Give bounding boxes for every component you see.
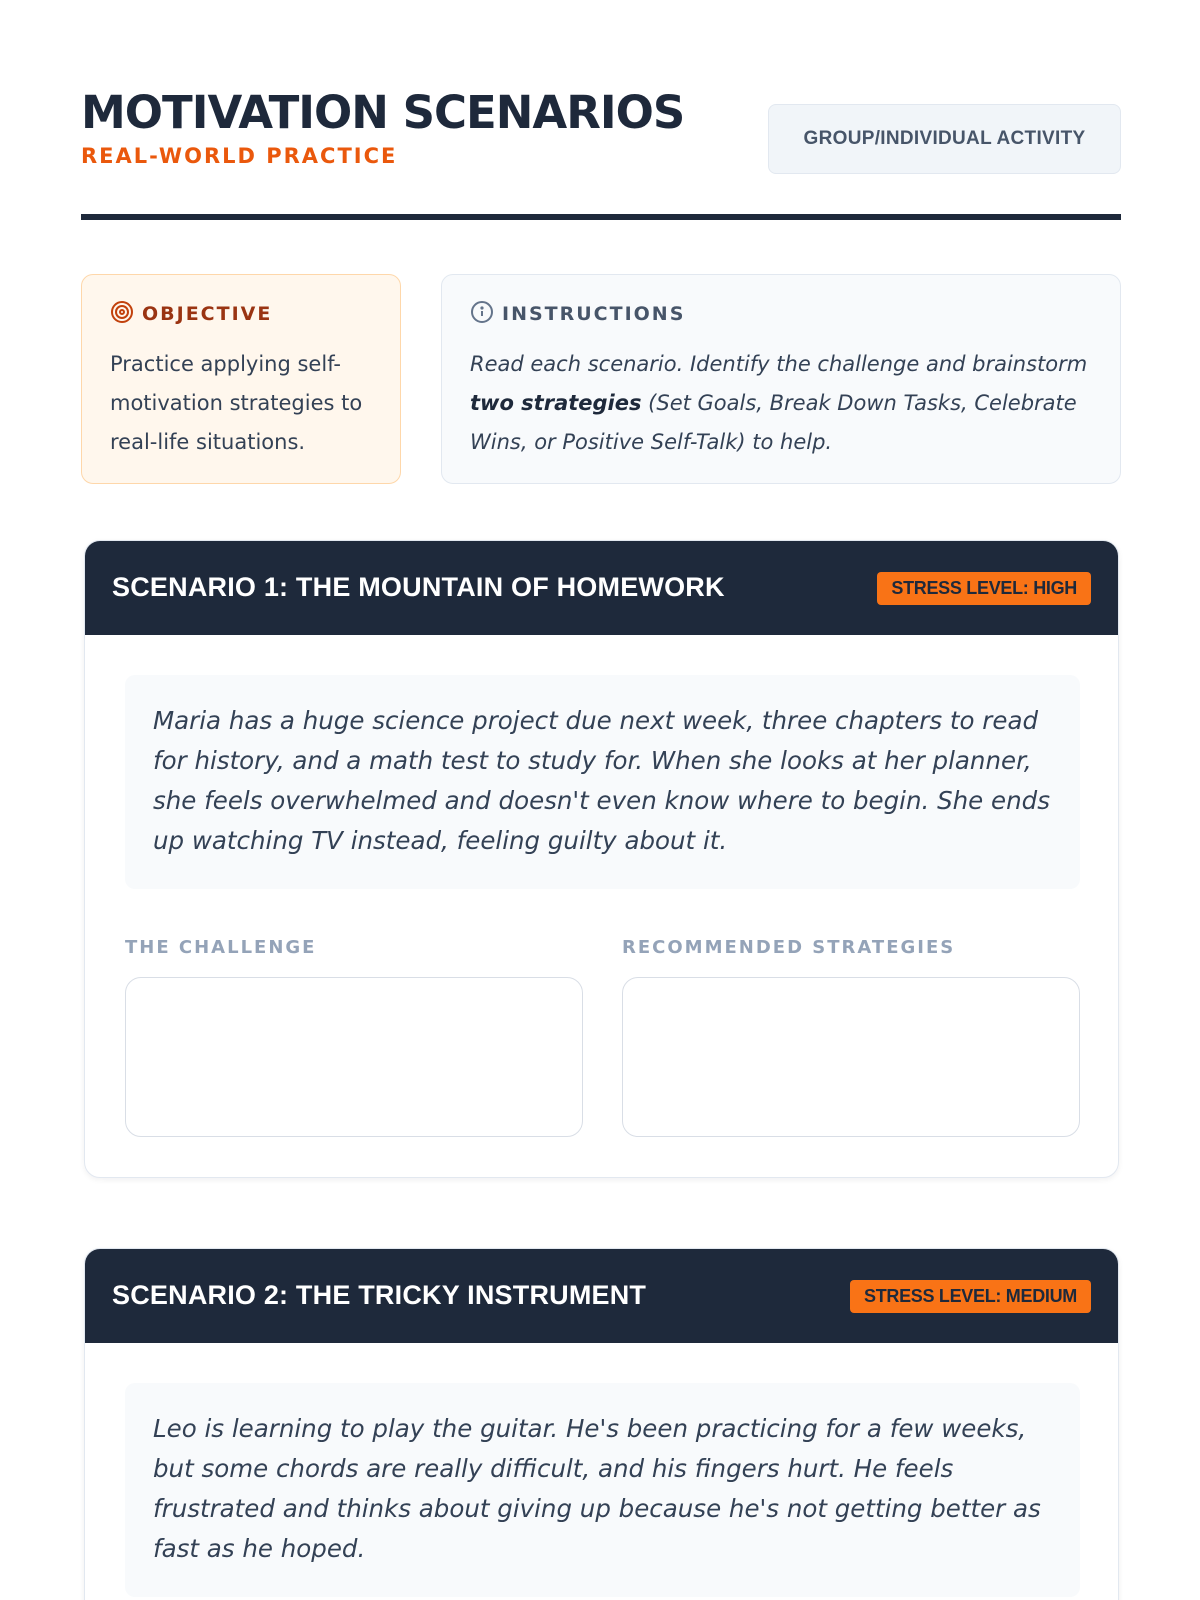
instructions-heading-row: [470, 301, 1092, 327]
scenario-2-header: [85, 1249, 1118, 1343]
info-icon: [470, 300, 494, 329]
instructions-text: [470, 345, 1092, 462]
scenario-2-stress-badge: STRESS LEVEL: MEDIUM: [850, 1280, 1091, 1313]
objective-box: [81, 274, 401, 484]
instructions-box: [441, 274, 1121, 484]
objective-heading: OBJECTIVE: [142, 303, 273, 325]
page-title: MOTIVATION SCENARIOS: [81, 86, 685, 139]
objective-heading-row: [110, 301, 372, 327]
instructions-heading: INSTRUCTIONS: [502, 303, 686, 325]
scenario-card-1: [84, 540, 1119, 1178]
instructions-text-end: (Set Goals, Break Down Tasks, Celebrate Wins, or Positive Self-Talk) to help.: [470, 391, 1077, 454]
scenario-1-stress-badge: STRESS LEVEL: HIGH: [877, 572, 1091, 605]
scenario-1-header: [85, 541, 1118, 635]
challenge-label: THE CHALLENGE: [125, 937, 317, 958]
scenario-1-story: Maria has a huge science project due next week, three chapters to read for history, and a math test to study for. When she looks at her planner, she feels overwhelmed and doesn't even know where to begin. She ends up watching TV instead, feeling guilty about it.: [125, 675, 1080, 889]
scenario-1-title: SCENARIO 1: THE MOUNTAIN OF HOMEWORK: [112, 572, 725, 602]
instructions-text-emphasis: two strategies: [470, 391, 642, 415]
scenario-2-story: Leo is learning to play the guitar. He's been practicing for a few weeks, but some chords are really difficult, and his fingers hurt. He feels frustrated and thinks about giving up because he's not getting better as fast as he hoped.: [125, 1383, 1080, 1597]
activity-type-badge: GROUP/INDIVIDUAL ACTIVITY: [768, 104, 1121, 174]
strategies-label: RECOMMENDED STRATEGIES: [622, 937, 956, 958]
page-subtitle: REAL-WORLD PRACTICE: [81, 144, 398, 168]
objective-text: Practice applying self-motivation strategies to real-life situations.: [110, 352, 363, 454]
header-divider: [81, 214, 1121, 220]
strategies-answer-box[interactable]: [622, 977, 1080, 1137]
scenario-card-2: [84, 1248, 1119, 1600]
target-icon: [110, 300, 134, 329]
challenge-answer-box[interactable]: [125, 977, 583, 1137]
scenario-2-title: SCENARIO 2: THE TRICKY INSTRUMENT: [112, 1280, 647, 1310]
instructions-text-start: Read each scenario. Identify the challenge and brainstorm: [470, 352, 1088, 376]
page-header: [81, 80, 1121, 220]
